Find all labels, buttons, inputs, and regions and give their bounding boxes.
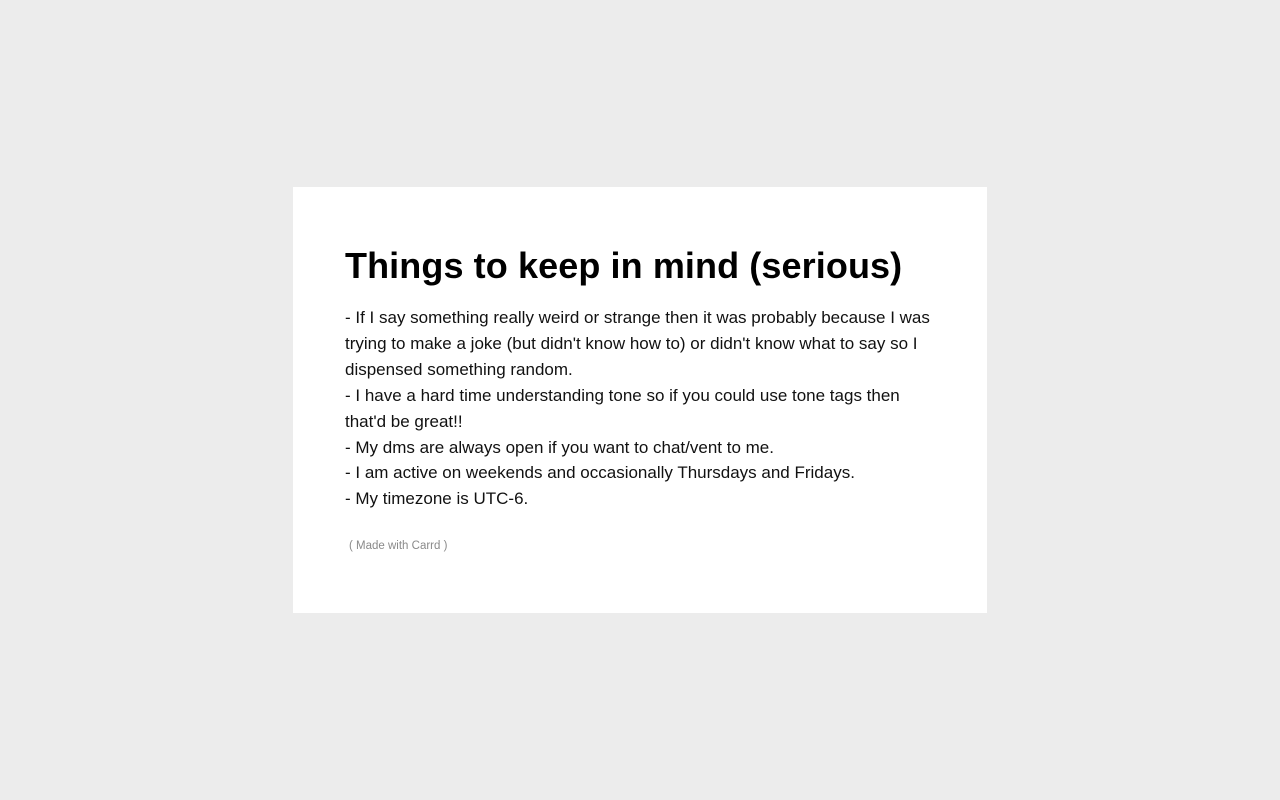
credit-footer [345,540,935,552]
note-line-weird-jokes: - If I say something really weird or strange then it was probably because I was trying to make a joke (but didn't know how to) or didn't know what to say so I dispensed something random. [345,308,930,379]
notes-text [345,305,935,512]
made-with-carrd-link[interactable]: Made with Carrd [356,540,441,553]
note-line-tone-tags: - I have a hard time understanding tone so if you could use tone tags then that'd be great!! [345,385,900,431]
credit-open-paren: ( [349,540,357,553]
note-line-dms-open: - My dms are always open if you want to chat/vent to me. [345,437,774,457]
page-title: Things to keep in mind (serious) [345,245,903,286]
content-card [293,187,987,613]
note-line-timezone: - My timezone is UTC-6. [345,489,529,509]
credit-close-paren: ) [440,540,448,553]
note-line-active-days: - I am active on weekends and occasionally Thursdays and Fridays. [345,463,855,483]
